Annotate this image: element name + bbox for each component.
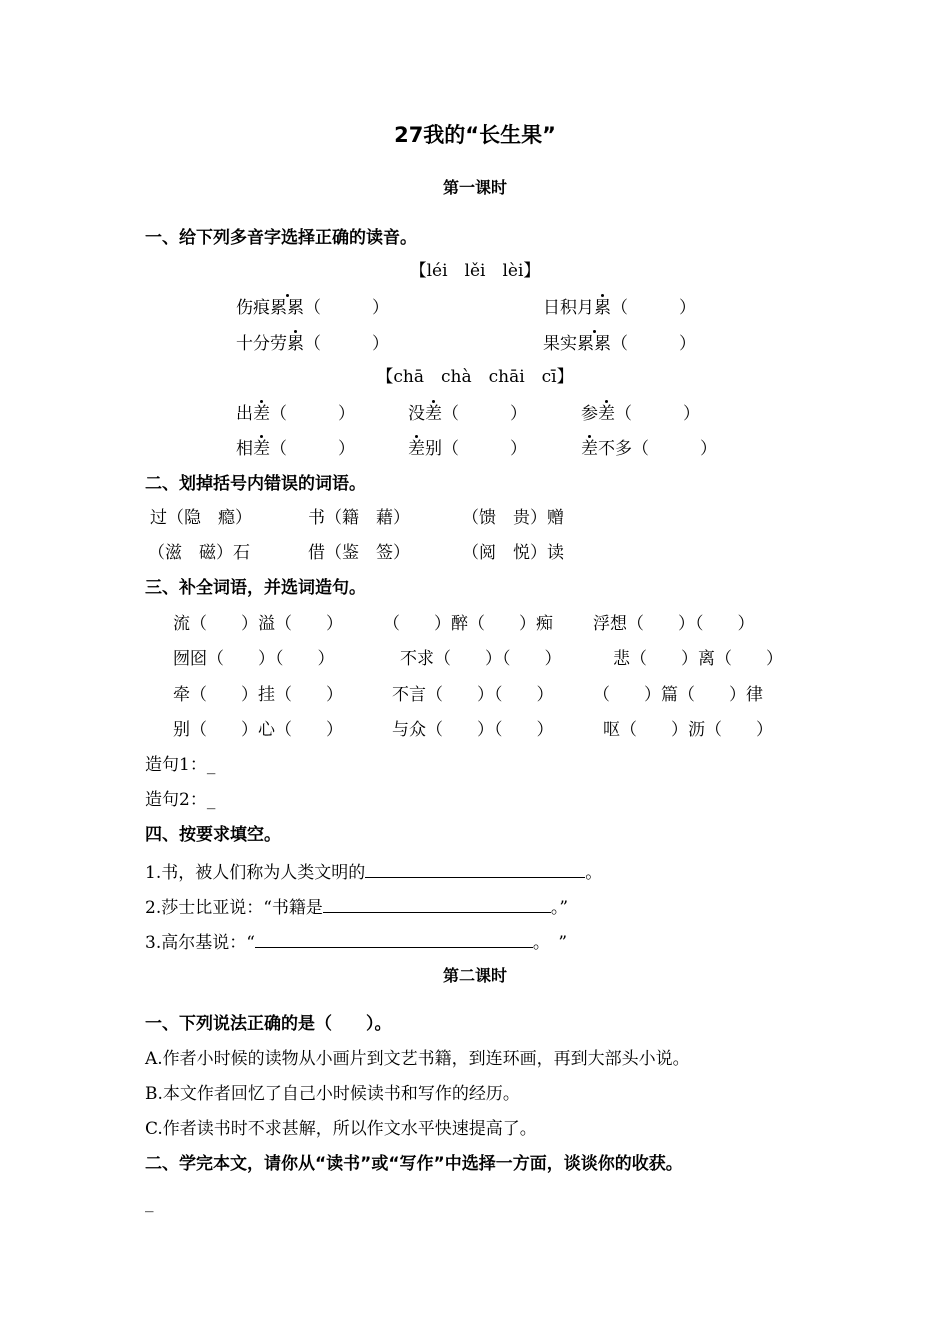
q1-heading: 一、给下列多音字选择正确的读音。 [145,228,417,248]
word-choice: 书（籍 藉） [308,508,410,528]
sentence-2: 造句2：_ [145,790,216,810]
q3-heading: 三、补全词语，并选词造句。 [145,578,366,598]
polyphone-item: 十分劳累（ ） [236,334,389,354]
word-fill: 囫囵（ ）（ ） [173,649,335,669]
answer-line[interactable] [255,929,533,948]
word-fill: （ ）醉（ ）痴 [383,614,553,634]
polyphone-item: 差不多（ ） [581,439,717,459]
pinyin-set-2: 【chā chà chāi cī】 [376,367,574,387]
word-choice: （馈 贵）赠 [462,508,564,528]
lesson1-heading: 第一课时 [442,178,507,197]
word-fill: 悲（ ）离（ ） [613,649,783,669]
polyphone-item: 差别（ ） [408,439,527,459]
word-fill: 浮想（ ）（ ） [593,614,755,634]
polyphone-item: 没差（ ） [408,404,527,424]
word-fill: 不求（ ）（ ） [400,649,562,669]
word-choice: 过（隐 瘾） [150,508,252,528]
sentence-1: 造句1：_ [145,755,216,775]
polyphone-item: 参差（ ） [581,404,700,424]
l2-q1-heading: 一、下列说法正确的是（ ）。 [145,1014,392,1034]
lesson2-heading: 第二课时 [442,966,507,985]
fill-item-1: 1.书，被人们称为人类文明的 。 [145,859,602,884]
q2-heading: 二、划掉括号内错误的词语。 [145,474,366,494]
polyphone-item: 伤痕累累（ ） [236,298,389,318]
polyphone-item: 出差（ ） [236,404,355,424]
word-fill: 与众（ ）（ ） [392,720,554,740]
polyphone-item: 相差（ ） [236,439,355,459]
word-fill: 呕（ ）沥（ ） [603,720,773,740]
fill-item-3: 3.高尔基说：“ 。 ” [145,929,567,954]
word-fill: 流（ ）溢（ ） [173,614,343,634]
polyphone-item: 日积月累（ ） [543,298,696,318]
word-fill: （ ）篇（ ）律 [593,685,763,705]
answer-line[interactable] [365,859,585,878]
word-fill: 牵（ ）挂（ ） [173,685,343,705]
word-fill: 别（ ）心（ ） [173,720,343,740]
option-b: B.本文作者回忆了自己小时候读书和写作的经历。 [145,1084,520,1104]
option-a: A.作者小时候的读物从小画片到文艺书籍，到连环画，再到大部头小说。 [145,1049,690,1069]
answer-line[interactable] [323,894,551,913]
word-choice: （滋 磁）石 [148,543,250,563]
l2-q2-heading: 二、学完本文，请你从“读书”或“写作”中选择一方面，谈谈你的收获。 [145,1154,683,1174]
word-choice: 借（鉴 签） [308,543,410,563]
word-fill: 不言（ ）（ ） [392,685,554,705]
option-c: C.作者读书时不求甚解，所以作文水平快速提高了。 [145,1119,537,1139]
polyphone-item: 果实累累（ ） [543,334,696,354]
fill-item-2: 2.莎士比亚说：“书籍是 。” [145,894,568,919]
answer-blank[interactable]: _ [145,1193,154,1213]
page-title: 27我的“长生果” [394,123,556,147]
word-choice: （阅 悦）读 [462,543,564,563]
q4-heading: 四、按要求填空。 [145,825,281,845]
pinyin-set-1: 【léi lěi lèi】 [409,261,541,281]
